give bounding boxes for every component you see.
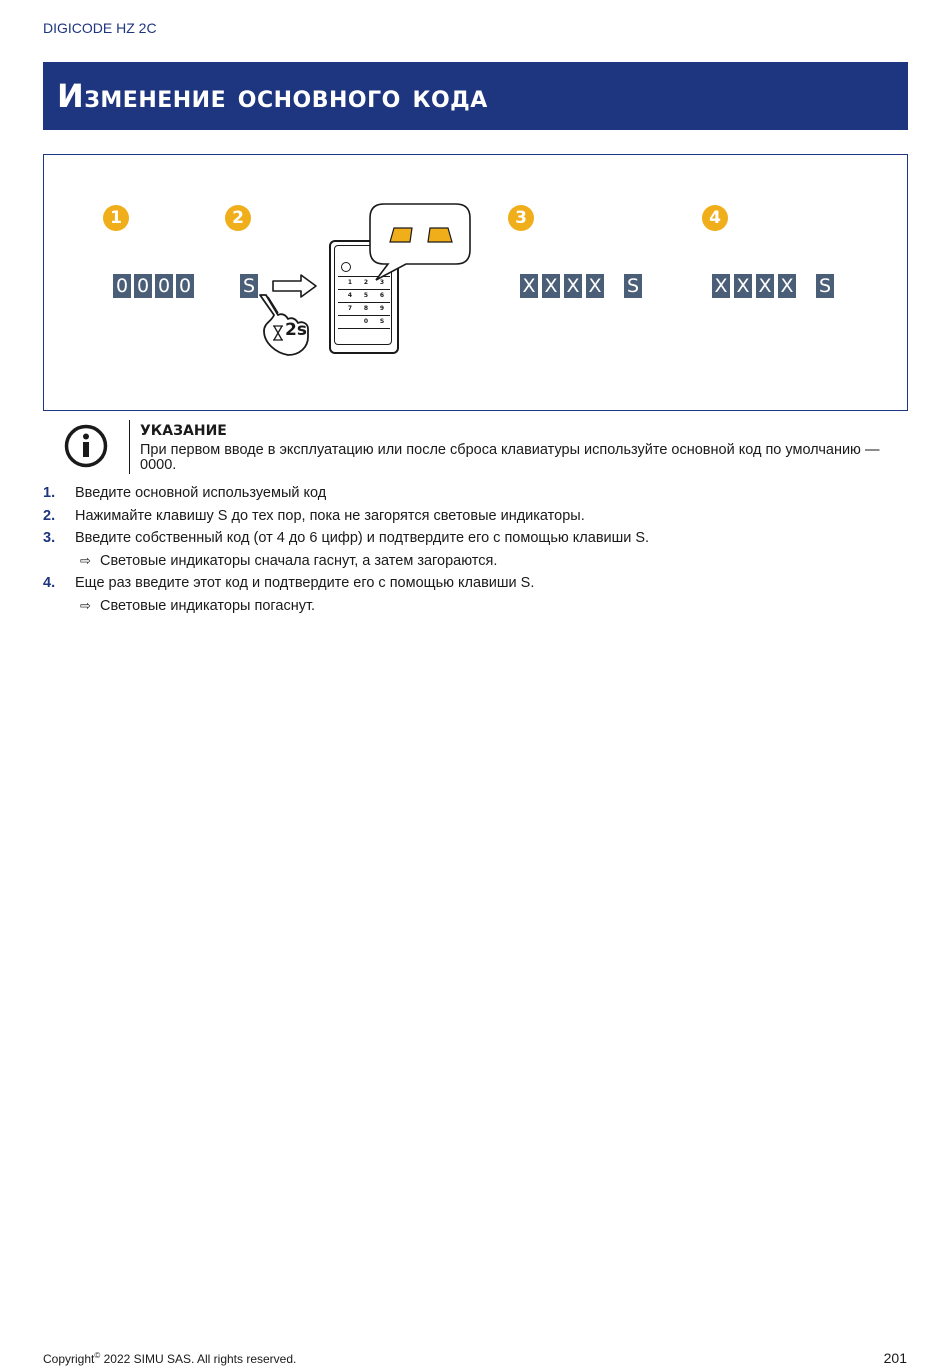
power-icon xyxy=(341,262,351,272)
keypad-key: 9 xyxy=(379,305,385,312)
page-number: 201 xyxy=(883,1350,907,1366)
code-key: X xyxy=(778,274,796,298)
keypad-key: 6 xyxy=(379,292,385,299)
s-key: S xyxy=(816,274,834,298)
keypad-key: 7 xyxy=(347,305,353,312)
keypad-key: 4 xyxy=(347,292,353,299)
step-text: Нажимайте клавишу S до тех пор, пока не загорятся световые индикаторы. xyxy=(75,507,585,524)
code-key: X xyxy=(712,274,730,298)
copyright-notice xyxy=(43,1351,296,1366)
digit-key: 0 xyxy=(176,274,194,298)
info-icon xyxy=(64,424,108,468)
hourglass-icon xyxy=(272,325,284,341)
step-text: Еще раз введите этот код и подтвердите его с помощью клавиши S. xyxy=(75,575,535,592)
step-badge-4: 4 xyxy=(702,205,728,231)
keypad-key: 3 xyxy=(379,279,385,286)
code-key: X xyxy=(542,274,560,298)
step-result xyxy=(43,550,908,573)
note-divider xyxy=(129,420,130,474)
step-number: 1. xyxy=(43,485,56,501)
digit-key: 0 xyxy=(134,274,152,298)
copyright-mark: © xyxy=(94,1351,101,1360)
indicator-light-right xyxy=(428,228,452,242)
code-key: X xyxy=(756,274,774,298)
list-item xyxy=(43,572,908,595)
keypad-key: 8 xyxy=(363,305,369,312)
list-item xyxy=(43,482,908,505)
step-number: 4. xyxy=(43,575,56,592)
note-text: При первом вводе в эксплуатацию или после сброса клавиатуры используйте основной код по умолчанию — 0000. xyxy=(140,442,880,473)
result-arrow-icon: ⇨ xyxy=(80,552,91,568)
keypad-key: 2 xyxy=(363,279,369,286)
result-text: Световые индикаторы погаснут. xyxy=(100,597,316,614)
step-text: Введите собственный код (от 4 до 6 цифр) и подтвердите его с помощью клавиши S. xyxy=(75,530,650,547)
code-key: X xyxy=(586,274,604,298)
indicator-callout xyxy=(356,202,474,284)
step-number: 2. xyxy=(43,507,56,524)
title-bar xyxy=(43,62,908,130)
result-arrow-icon: ⇨ xyxy=(80,597,91,613)
copyright-word: Copyright xyxy=(43,1352,95,1366)
keypad-key: 1 xyxy=(347,279,353,286)
list-item xyxy=(43,505,908,528)
step-badge-3: 3 xyxy=(508,205,534,231)
step-result xyxy=(43,595,908,618)
step-number: 3. xyxy=(43,530,56,547)
hold-duration-label: 2s xyxy=(285,320,307,340)
page-title: Изменение основного кода xyxy=(57,77,488,115)
s-key: S xyxy=(240,274,258,298)
digit-key: 0 xyxy=(155,274,173,298)
copyright-text: 2022 SIMU SAS. All rights reserved. xyxy=(100,1352,297,1366)
step-badge-1: 1 xyxy=(103,205,129,231)
step-text: Введите основной используемый код xyxy=(75,485,327,501)
instruction-figure xyxy=(43,154,908,411)
code-key: X xyxy=(564,274,582,298)
code-key: X xyxy=(734,274,752,298)
step-badge-2: 2 xyxy=(225,205,251,231)
document-header: DIGICODE HZ 2C xyxy=(43,20,157,36)
indicator-light-left xyxy=(390,228,412,242)
code-key: X xyxy=(520,274,538,298)
keypad-key: S xyxy=(379,318,385,325)
steps-list xyxy=(43,482,908,618)
digit-key: 0 xyxy=(113,274,131,298)
result-text: Световые индикаторы сначала гаснут, а затем загораются. xyxy=(100,552,498,569)
note-title: УКАЗАНИЕ xyxy=(140,423,227,439)
list-item xyxy=(43,527,908,550)
s-key: S xyxy=(624,274,642,298)
keypad-key: 0 xyxy=(363,318,369,325)
keypad-key: 5 xyxy=(363,292,369,299)
